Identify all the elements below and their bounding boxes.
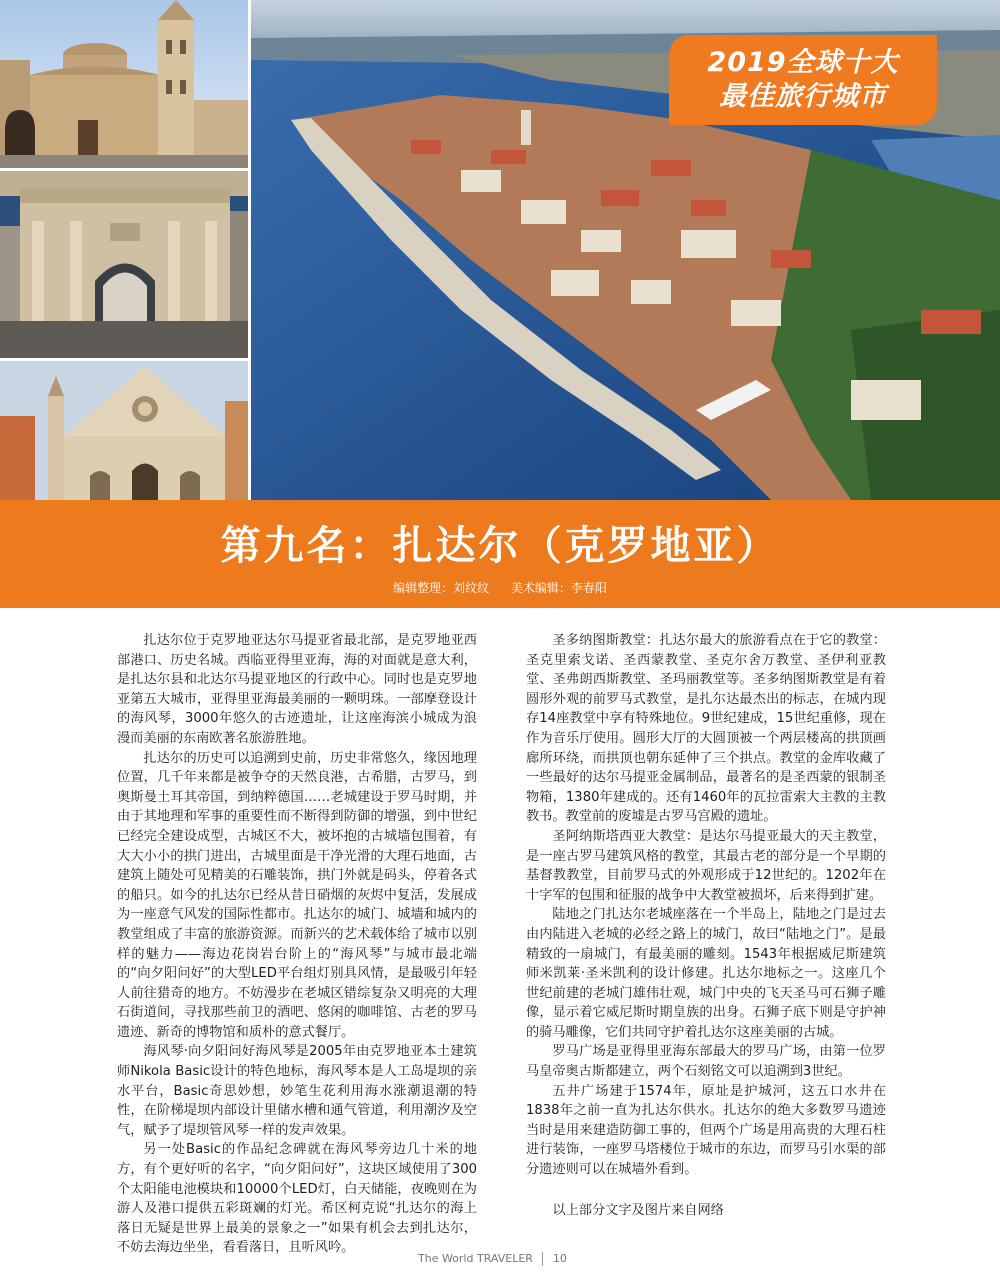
page-number: 10 (552, 1252, 567, 1265)
paragraph: 圣阿纳斯塔西亚大教堂：是达尔马提亚最大的天主教堂，是一座古罗马建筑风格的教堂，其最古老的部分是一个早期的基督教教堂，目前罗马式的外观形成于12世纪的。1202年在十字军的包围和征服的战争中大教堂被损坏，后来得到扩建。 (526, 828, 886, 903)
badge-line-1: 2019全球十大 (707, 47, 899, 78)
paragraph: 圣多纳图斯教堂：扎达尔最大的旅游看点在于它的教堂：圣克里索戈诺、圣西蒙教堂、圣克尔舍万教堂、圣伊利亚教堂、圣弗朗西斯教堂、圣玛丽教堂等。圣多纳图斯教堂是有着圆形外观的前罗马式教堂，是扎尔达最杰出的标志，在城内现存14座教堂中享有特殊地位。9世纪建成，15世纪重修，现在作为音乐厅使用。圆形大厅的大圆顶被一个两层楼高的拱顶画廊所环绕，而拱顶也朝东延伸了三个拱点。教堂的金库收藏了一些最好的达尔马提亚金属制品，最著名的是圣西蒙的银制圣物箱，1380年建成的。还有1460年的瓦拉雷索大主教的主教教书。教堂前的废墟是古罗马宫殿的遗址。 (526, 633, 886, 825)
article-column-right (526, 631, 886, 1220)
sea-gate-photo (0, 171, 248, 358)
paragraph: 扎达尔位于克罗地亚达尔马提亚省最北部，是克罗地亚西部港口、历史名城。西临亚得里亚海，海的对面就是意大利，是扎达尔县和北达尔马提亚地区的行政中心。同时也是克罗地亚第五大城市，亚得里亚海最美丽的一颗明珠。一部摩登设计的海风琴，3000年悠久的古迹遗址，让这座海滨小城成为浪漫而美丽的东南欧著名旅游胜地。 (117, 633, 477, 746)
cathedral-facade-photo (0, 361, 248, 500)
art-editor-credit: 美术编辑：李春阳 (510, 581, 607, 595)
article-column-left (117, 631, 477, 1258)
church-rotunda-photo (0, 0, 248, 168)
publication-name: The World TRAVELER (418, 1252, 533, 1265)
paragraph: 五井广场建于1574年，原址是护城河，这五口水井在1838年之前一直为扎达尔供水。扎达尔的绝大多数罗马遗迹当时是用来建造防御工事的，但两个广场是用高贵的大理石柱进行装饰，一座罗马塔楼位于城市的东边，而罗马引水渠的部分遗迹则可以在城墙外看到。 (526, 1083, 886, 1178)
paragraph: 陆地之门扎达尔老城座落在一个半岛上，陆地之门是过去由内陆进入老城的必经之路上的城门，故曰“陆地之门”。是最精致的一扇城门，有最美丽的雕刻。1543年根据威尼斯建筑师米凯莱·圣米凯利的设计修建。扎达尔地标之一。这座几个世纪前建的老城门雄伟壮观，城门中央的飞天圣马可石狮子雕像，显示着它威尼斯时期皇族的出身。石狮子底下则是守护神的骑马雕像，它们共同守护着扎达尔这座美丽的古城。 (526, 907, 886, 1040)
article-title: 第九名：扎达尔（克罗地亚） (220, 523, 780, 569)
source-note: 以上部分文字及图片来自网络 (552, 1202, 724, 1218)
paragraph: 另一处Basic的作品纪念碑就在海风琴旁边几十米的地方，有个更好听的名字，“向夕阳问好”，这块区域使用了300个太阳能电池模块和10000个LED灯，白天储能，夜晚则在为游人及港口提供五彩斑斓的灯光。希区柯克说“扎达尔的海上落日无疑是世界上最美的景象之一”如果有机会去到扎达尔，不妨去海边坐坐，看看落日，且听风吟。 (117, 1142, 477, 1256)
title-banner (0, 500, 1000, 608)
top-10-cities-badge (669, 35, 937, 125)
badge-line-2: 最佳旅行城市 (719, 81, 887, 112)
page-footer (418, 1252, 567, 1272)
footer-divider (542, 1252, 543, 1266)
paragraph: 扎达尔的历史可以追溯到史前，历史非常悠久，缘因地理位置，几千年来都是被争夺的天然良港，古希腊，古罗马，到奥斯曼土耳其帝国，到纳粹德国……老城建设于罗马时期，并由于其地理和军事的重要性而不断得到防御的增强，到中世纪已经完全建设成型，古城区不大，被坏抱的古城墙包围着，有大大小小的拱门进出，古城里面是干净光滑的大理石地面，古建筑上随处可见精美的石雕装饰，拱门外就是码头，停着各式的船只。如今的扎达尔已经从昔日硝烟的灰烬中复活，发展成为一座意气风发的国际性都市。扎达尔的城门、城墙和城内的教堂组成了丰富的旅游资源。而新兴的艺术载体给了城市以别样的魅力——海边花岗岩台阶上的“海风琴”与城市最北端的“向夕阳问好”的大型LED平台组灯别具风情，是最吸引年轻人前往猎奇的地方。不妨漫步在老城区错综复杂又明亮的大理石街道间，寻找那些前卫的酒吧、悠闲的咖啡馆、古老的罗马遗迹、新奇的博物馆和质朴的意式餐厅。 (117, 750, 477, 1040)
paragraph: 罗马广场是亚得里亚海东部最大的罗马广场，由第一位罗马皇帝奥古斯都建立，两个石刻铭文可以追溯到3世纪。 (526, 1044, 886, 1080)
editor-credit: 编辑整理：刘纹纹 (393, 581, 490, 595)
credits-line (0, 579, 1000, 596)
paragraph: 海风琴·向夕阳问好海风琴是2005年由克罗地亚本土建筑师Nikola Basic设计的特色地标，海风琴本是人工岛堤坝的亲水平台，Basic奇思妙想，妙笔生花利用海水涨潮退潮的特性，在阶梯堤坝内部设计里储水槽和通气管道，利用潮汐及空气，赋予了堤坝管风琴一样的发声效果。 (117, 1044, 477, 1138)
